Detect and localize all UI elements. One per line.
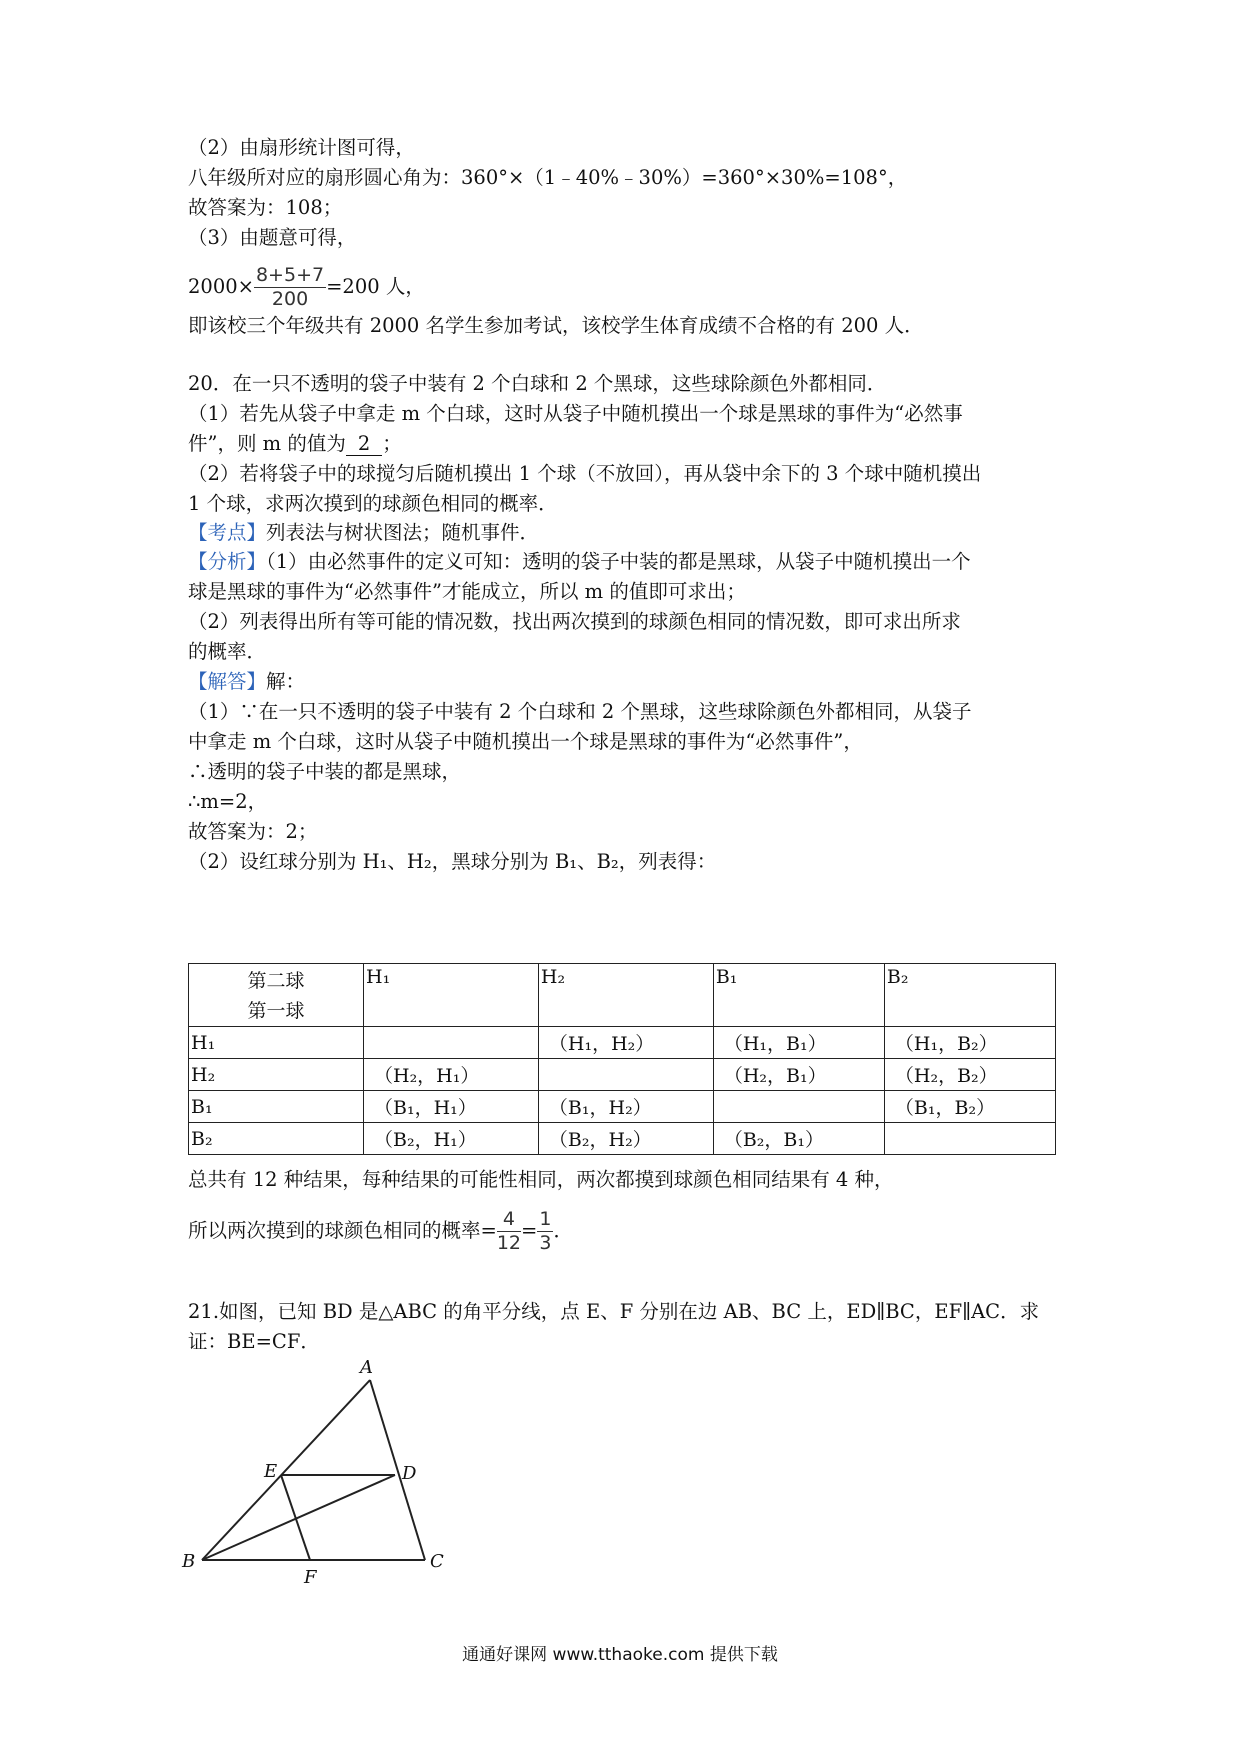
prob-fraction-1-numerator: 4 <box>497 1210 521 1232</box>
table-cell <box>713 1091 884 1123</box>
part2-calculation: 八年级所对应的扇形圆心角为：360°×（1﹣40%﹣30%）=360°×30%=108°， <box>188 166 908 189</box>
q20-sol1-line4: ∴m=2， <box>188 790 268 813</box>
table-row <box>189 1059 1056 1091</box>
part2-answer: 故答案为：108； <box>188 196 343 219</box>
part3-fraction-denominator: 200 <box>271 288 309 310</box>
q20-fenxi-line3: （2）列表得出所有等可能的情况数，找出两次摸到的球颜色相同的情况数，即可求出所求 <box>188 610 961 633</box>
q20-sub2-line1: （2）若将袋子中的球搅匀后随机摸出 1 个球（不放回），再从袋中余下的 3 个球中随机摸出 <box>188 462 982 485</box>
part3-header: （3）由题意可得， <box>188 226 357 249</box>
table-header-row <box>189 964 1056 1027</box>
q20-kaodian <box>188 519 539 547</box>
q20-jieda <box>188 668 305 696</box>
q20-total-results: 总共有 12 种结果，每种结果的可能性相同，两次都摸到球颜色相同结果有 4 种， <box>188 1168 894 1191</box>
side-ab <box>202 1380 370 1560</box>
kaodian-text: 列表法与树状图法；随机事件． <box>266 521 540 544</box>
table-cell: （H₁，B₂） <box>884 1027 1055 1059</box>
table-row <box>189 1123 1056 1155</box>
q20-answer-blank: 2 <box>346 433 382 456</box>
label-d: D <box>402 1463 417 1484</box>
footer-watermark: 通通好课网 www.tthaoke.com 提供下载 <box>462 1645 778 1665</box>
table-cell <box>538 1059 713 1091</box>
row-label: B₁ <box>189 1091 364 1123</box>
part2-header: （2）由扇形统计图可得， <box>188 136 415 159</box>
q20-sol1-line5: 故答案为：2； <box>188 820 318 843</box>
table-row <box>189 1091 1056 1123</box>
q20-sol1-line1: （1）∵在一只不透明的袋子中装有 2 个白球和 2 个黑球，这些球除颜色外都相同，从袋子 <box>188 700 972 723</box>
col-header: H₁ <box>364 964 539 1027</box>
col-header: B₂ <box>884 964 1055 1027</box>
table-cell: （H₁，H₂） <box>538 1027 713 1059</box>
jieda-tag: 【解答】 <box>188 670 267 693</box>
q21-line1: 21.如图，已知 BD 是△ABC 的角平分线，点 E、F 分别在边 AB、BC 上，ED∥BC，EF∥AC．求 <box>188 1300 1040 1323</box>
table-cell: （H₂，H₁） <box>364 1059 539 1091</box>
label-b: B <box>182 1551 196 1572</box>
part3-calculation <box>188 262 425 312</box>
table-cell <box>884 1123 1055 1155</box>
jieda-text: 解： <box>266 670 306 693</box>
table-cell: （B₂，H₂） <box>538 1123 713 1155</box>
table-cell: （B₂，H₁） <box>364 1123 539 1155</box>
table-corner-cell <box>189 964 364 1027</box>
row-label: H₂ <box>189 1059 364 1091</box>
part3-fraction <box>254 266 326 309</box>
table-cell: （H₂，B₂） <box>884 1059 1055 1091</box>
table-row <box>189 1027 1056 1059</box>
prob-equals: = <box>521 1219 538 1242</box>
part3-fraction-numerator: 8+5+7 <box>255 264 325 286</box>
prob-fraction-1-denominator: 12 <box>496 1232 522 1254</box>
col-header: H₂ <box>538 964 713 1027</box>
table-cell: （H₁，B₁） <box>713 1027 884 1059</box>
segment-ef <box>281 1475 310 1560</box>
q21-line2: 证：BE=CF． <box>188 1330 320 1353</box>
q20-sub1-suffix: ； <box>382 432 402 455</box>
row-label: H₁ <box>189 1027 364 1059</box>
q20-fenxi-line4: 的概率． <box>188 640 267 663</box>
q20-stem: 20．在一只不透明的袋子中装有 2 个白球和 2 个黑球，这些球除颜色外都相同． <box>188 372 887 395</box>
col-header: B₁ <box>713 964 884 1027</box>
prob-prefix: 所以两次摸到的球颜色相同的概率= <box>188 1219 497 1242</box>
segment-bd <box>202 1475 395 1560</box>
table-cell: （B₁，H₂） <box>538 1091 713 1123</box>
label-c: C <box>430 1551 444 1572</box>
fenxi-text-1: （1）由必然事件的定义可知：透明的袋子中装的都是黑球，从袋子中随机摸出一个 <box>266 550 971 573</box>
table-cell: （B₁，H₁） <box>364 1091 539 1123</box>
q20-fenxi-line2: 球是黑球的事件为“必然事件”才能成立，所以 m 的值即可求出； <box>188 580 746 603</box>
part3-calc-suffix: =200 人， <box>326 275 425 298</box>
label-f: F <box>304 1567 317 1585</box>
row-label: B₂ <box>189 1123 364 1155</box>
q20-sub1-prefix: 件”，则 m 的值为 <box>188 432 346 455</box>
table-cell <box>364 1027 539 1059</box>
q20-probability <box>188 1206 573 1256</box>
table-cell: （H₂，B₁） <box>713 1059 884 1091</box>
q20-sol2-intro: （2）设红球分别为 H₁、H₂，黑球分别为 B₁、B₂，列表得： <box>188 850 717 873</box>
fenxi-tag: 【分析】 <box>188 550 267 573</box>
triangle-figure <box>180 1355 480 1585</box>
prob-fraction-1 <box>497 1210 521 1253</box>
prob-fraction-2-denominator: 3 <box>539 1232 552 1254</box>
q20-sub2-line2: 1 个球，求两次摸到的球颜色相同的概率． <box>188 492 558 515</box>
q20-sub1-line2 <box>188 430 402 458</box>
label-e: E <box>264 1461 278 1482</box>
prob-fraction-2 <box>537 1210 553 1253</box>
side-ac <box>370 1380 425 1560</box>
q20-sub1-line1: （1）若先从袋子中拿走 m 个白球，这时从袋子中随机摸出一个球是黑球的事件为“必然事 <box>188 402 963 425</box>
table-cell: （B₂，B₁） <box>713 1123 884 1155</box>
corner-second-ball: 第二球 <box>247 970 305 992</box>
q20-sol1-line2: 中拿走 m 个白球，这时从袋子中随机摸出一个球是黑球的事件为“必然事件”， <box>188 730 863 753</box>
prob-suffix: ． <box>553 1219 573 1242</box>
q20-fenxi-line1 <box>188 548 971 576</box>
q20-sol1-line3: ∴透明的袋子中装的都是黑球， <box>188 760 462 783</box>
part3-calc-prefix: 2000× <box>188 275 254 298</box>
kaodian-tag: 【考点】 <box>188 521 267 544</box>
part3-conclusion: 即该校三个年级共有 2000 名学生参加考试，该校学生体育成绩不合格的有 200 人． <box>188 314 924 337</box>
prob-fraction-2-numerator: 1 <box>539 1208 552 1230</box>
probability-table <box>188 963 1056 1155</box>
corner-first-ball: 第一球 <box>247 1000 305 1022</box>
label-a: A <box>360 1357 373 1378</box>
table-cell: （B₁，B₂） <box>884 1091 1055 1123</box>
